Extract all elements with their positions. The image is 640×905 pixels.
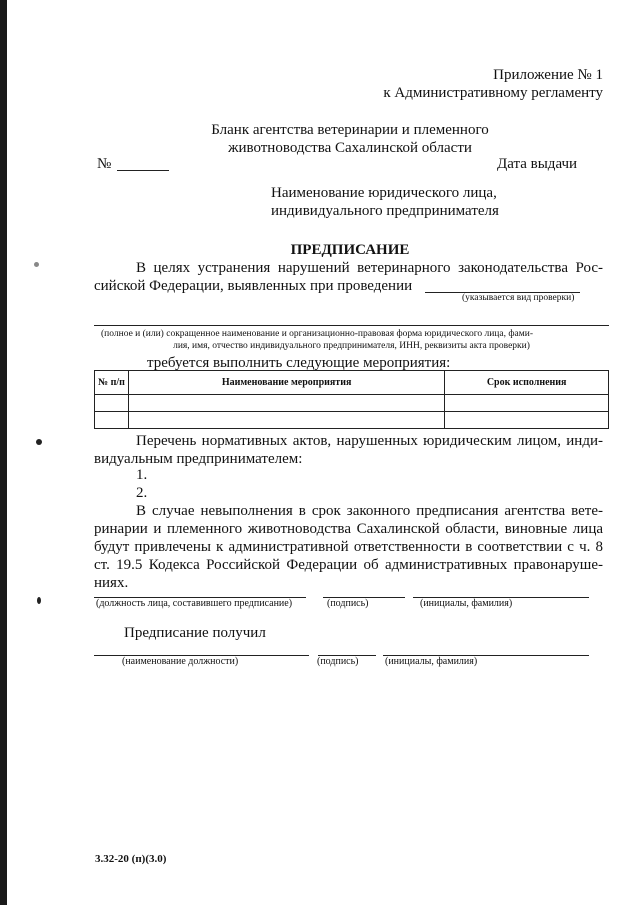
issue-date-label: Дата выдачи — [497, 156, 578, 172]
liability-line4: ст. 19.5 Кодекса Российской Федерации об административных правонаруше- — [94, 557, 603, 573]
requirement-label: требуется выполнить следующие мероприятия: — [147, 355, 451, 371]
number-line — [117, 170, 169, 171]
table-header-row — [95, 371, 609, 395]
scan-speck — [36, 439, 42, 445]
table-cell — [95, 412, 129, 429]
column-header-number: № п/п — [95, 371, 129, 395]
issuer-signature-hint: (подпись) — [327, 598, 369, 609]
intro-line2: сийской Федерации, выявленных при проведении — [94, 278, 413, 294]
acts-item-1: 1. — [136, 467, 148, 483]
issuer-position-hint: (должность лица, составившего предписание) — [96, 598, 293, 609]
entity-hint-line2: лия, имя, отчество индивидуального предпринимателя, ИНН, реквизиты акта проверки) — [173, 341, 530, 351]
entity-hint-line1: (полное и (или) сокращенное наименование и организационно-правовая форма юридического лица, фами- — [101, 329, 533, 339]
check-type-hint: (указывается вид проверки) — [462, 293, 575, 303]
table-cell — [95, 395, 129, 412]
receiver-signature-hint: (подпись) — [317, 656, 359, 667]
acts-item-2: 2. — [136, 485, 148, 501]
column-header-measure: Наименование мероприятия — [128, 371, 444, 395]
table-cell — [445, 395, 609, 412]
table-cell — [445, 412, 609, 429]
receiver-position-hint: (наименование должности) — [122, 656, 239, 667]
receiver-name-hint: (инициалы, фамилия) — [385, 656, 478, 667]
table-cell — [128, 412, 444, 429]
column-header-deadline: Срок исполнения — [445, 371, 609, 395]
received-label: Предписание получил — [124, 625, 266, 641]
appendix-label: Приложение № 1 — [493, 67, 603, 83]
regulation-label: к Административному регламенту — [383, 85, 603, 101]
liability-line1: В случае невыполнения в срок законного предписания агентства вете- — [136, 503, 603, 519]
document-title: ПРЕДПИСАНИЕ — [290, 242, 410, 258]
liability-line5: ниях. — [94, 575, 129, 591]
intro-line1: В целях устранения нарушений ветеринарного законодательства Рос- — [136, 260, 603, 276]
form-code: 3.32-20 (п)(3.0) — [95, 853, 167, 865]
scan-speck — [34, 262, 39, 267]
entity-label-line2: индивидуального предпринимателя — [271, 203, 499, 219]
table-cell — [128, 395, 444, 412]
scan-edge — [0, 0, 7, 905]
liability-line2: ринарии и племенного животноводства Сахалинской области, виновные лица — [94, 521, 603, 537]
liability-line3: будут привлечены к административной ответственности в соответствии с ч. 8 — [94, 539, 603, 555]
measures-table — [94, 370, 609, 429]
number-label: № — [97, 156, 112, 172]
scan-speck — [37, 597, 41, 604]
issuer-name-hint: (инициалы, фамилия) — [420, 598, 513, 609]
acts-line1: Перечень нормативных актов, нарушенных юридическим лицом, инди- — [136, 433, 603, 449]
blank-title-line1: Бланк агентства ветеринарии и племенного — [211, 122, 489, 138]
entity-line — [94, 325, 609, 326]
acts-line2: видуальным предпринимателем: — [94, 451, 303, 467]
table-row — [95, 395, 609, 412]
entity-label-line1: Наименование юридического лица, — [271, 185, 497, 201]
table-row — [95, 412, 609, 429]
blank-title-line2: животноводства Сахалинской области — [228, 140, 472, 156]
